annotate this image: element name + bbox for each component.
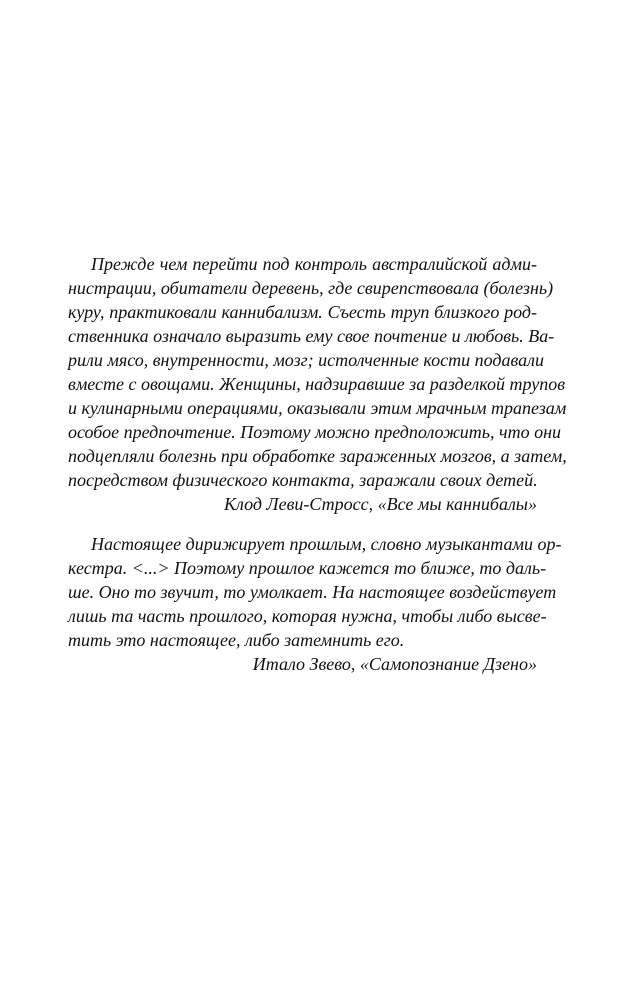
epigraph-line: Настоящее дирижирует прошлым, словно музыкантами ор- [91,534,562,554]
epigraph-line: особое предпочтение. Поэтому можно предположить, что они [68,422,562,442]
epigraph-attribution: Клод Леви-Стросс, «Все мы каннибалы» [224,494,537,514]
epigraph-line: Прежде чем перейти под контроль австралийской адми- [91,254,537,274]
epigraph-attribution: Итало Звево, «Самопознание Дзено» [252,654,537,674]
epigraph-line: ственника означало выразить ему свое почтение и любовь. Ва- [68,326,555,346]
epigraph-line: посредством физического контакта, заражали своих детей. [68,470,538,490]
epigraph-line: и кулинарными операциями, оказывали этим мрачным трапезам [68,398,567,418]
epigraph-line: нистрации, обитатели деревень, где свирепствовала (болезнь) [68,278,554,298]
epigraph-line: вместе с овощами. Женщины, надзиравшие за разделкой трупов [68,374,566,394]
epigraph-line: куру, практиковали каннибализм. Съесть труп близкого род- [68,302,537,322]
epigraph-line: лишь та часть прошлого, которая нужна, чтобы либо высве- [68,606,547,626]
epigraph-line: тить это настоящее, либо затемнить его. [68,630,405,650]
epigraph-line: рили мясо, внутренности, мозг; истолченные кости подавали [68,350,544,370]
epigraph-line: подцепляли болезнь при обработке зараженных мозгов, а затем, [68,446,567,466]
epigraph-line: ше. Оно то звучит, то умолкает. На настоящее воздействует [68,582,557,602]
epigraph-line: кестра. <...> Поэтому прошлое кажется то ближе, то даль- [68,558,547,578]
